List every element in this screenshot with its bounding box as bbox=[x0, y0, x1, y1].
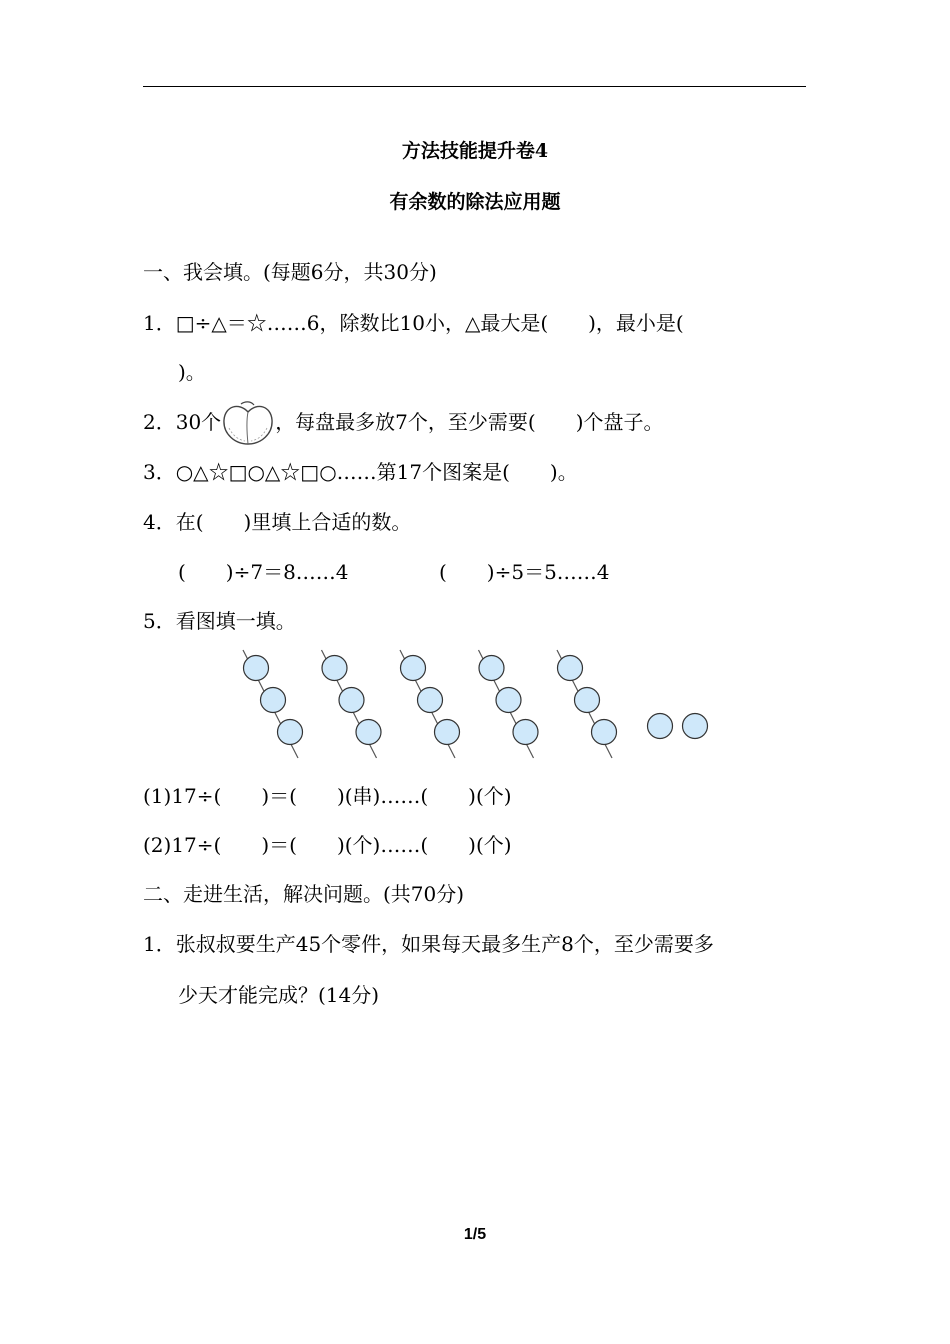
question-text: 张叔叔要生产45个零件，如果每天最多生产8个，至少需要多 bbox=[175, 932, 714, 956]
question-text-pre: 30个 bbox=[175, 410, 222, 434]
question-2 bbox=[143, 408, 664, 436]
question-3 bbox=[143, 458, 578, 486]
question-text: □÷△＝☆……6，除数比10小，△最大是( )，最小是( bbox=[175, 311, 684, 335]
question-text: ○△☆□○△☆□○……第17个图案是( )。 bbox=[175, 460, 578, 484]
question-number: 1． bbox=[143, 932, 176, 956]
question-4 bbox=[143, 508, 411, 536]
question-text: 看图填一填。 bbox=[175, 609, 296, 633]
section2-question-1-continued: 少天才能完成？(14分) bbox=[178, 983, 380, 1007]
skewer-ball bbox=[418, 688, 443, 713]
skewer-ball bbox=[356, 720, 381, 745]
skewer-ball bbox=[278, 720, 303, 745]
question-1 bbox=[143, 309, 684, 337]
question-1-continued: )。 bbox=[178, 360, 206, 384]
skewer-ball bbox=[592, 720, 617, 745]
question-5-part-2: (2)17÷( )＝( )(个)……( )(个) bbox=[143, 833, 512, 857]
question-4-blank-a: ( )÷7＝8……4 bbox=[178, 560, 349, 584]
page-title: 方法技能提升卷4 bbox=[401, 140, 549, 162]
skewer-ball bbox=[479, 656, 504, 681]
question-4-blank-b: ( )÷5＝5……4 bbox=[439, 560, 610, 584]
section2-heading: 二、走进生活，解决问题。(共70分) bbox=[143, 882, 465, 906]
skewer-ball bbox=[435, 720, 460, 745]
loose-ball bbox=[648, 714, 673, 739]
skewer-ball bbox=[322, 656, 347, 681]
skewer-ball bbox=[244, 656, 269, 681]
skewer-figure bbox=[235, 648, 715, 763]
loose-ball bbox=[683, 714, 708, 739]
question-5 bbox=[143, 607, 296, 635]
question-number: 4． bbox=[143, 510, 176, 534]
page-number: 1/5 bbox=[463, 1226, 487, 1243]
skewer-ball bbox=[496, 688, 521, 713]
question-text-post: ，每盘最多放7个，至少需要( )个盘子。 bbox=[275, 410, 664, 434]
skewer-ball bbox=[401, 656, 426, 681]
peach-icon bbox=[221, 400, 275, 446]
question-text: 在( )里填上合适的数。 bbox=[175, 510, 412, 534]
section2-question-1 bbox=[143, 930, 714, 958]
question-number: 5． bbox=[143, 609, 176, 633]
question-number: 2． bbox=[143, 410, 176, 434]
skewer-ball bbox=[261, 688, 286, 713]
question-number: 3． bbox=[143, 460, 176, 484]
question-5-part-1: (1)17÷( )＝( )(串)……( )(个) bbox=[143, 784, 512, 808]
section1-heading: 一、我会填。(每题6分，共30分) bbox=[143, 260, 437, 284]
question-number: 1． bbox=[143, 311, 176, 335]
skewer-ball bbox=[339, 688, 364, 713]
page-subtitle: 有余数的除法应用题 bbox=[389, 191, 561, 213]
skewer-ball bbox=[558, 656, 583, 681]
skewer-ball bbox=[575, 688, 600, 713]
header-rule bbox=[143, 86, 806, 87]
skewer-ball bbox=[513, 720, 538, 745]
